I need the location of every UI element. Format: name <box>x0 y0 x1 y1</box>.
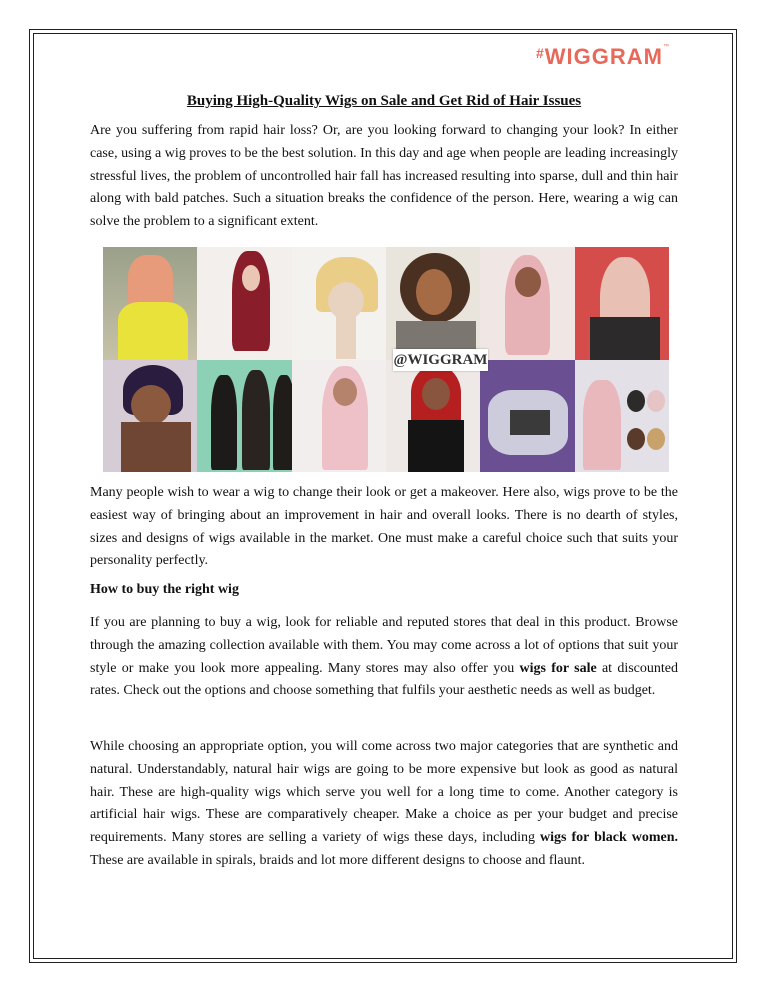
collage-cell-9 <box>292 360 386 473</box>
collage-cell-12 <box>575 360 669 473</box>
wig-collage-image <box>103 247 669 472</box>
collage-watermark: @WIGGRAM <box>393 349 488 371</box>
collage-cell-10 <box>386 360 480 473</box>
wiggram-logo: #WIGGRAM™ <box>536 44 670 69</box>
collage-cell-8 <box>197 360 291 473</box>
collage-cell-6 <box>575 247 669 360</box>
collage-cell-5 <box>480 247 574 360</box>
collage-cell-11 <box>480 360 574 473</box>
wigs-for-black-women-emphasis: wigs for black women. <box>540 830 678 846</box>
collage-cell-7 <box>103 360 197 473</box>
makeover-paragraph: Many people wish to wear a wig to change their look or get a makeover. Here also, wigs prove to be the easiest way of bringing about an improvement in hair and overall looks. There is no dearth of styles, sizes and designs of wigs available in the market. One must make a careful choice such that suits your personality perfectly. <box>90 485 678 569</box>
buying-paragraph: If you are planning to buy a wig, look for reliable and reputed stores that deal in this product. Browse through the amazing collection available with them. You may come across a lot of options that suit your style or make you look more appealing. Many stores may also offer you wigs for sale at discounted rates. Check out the options and choose something that fulfils your aesthetic needs as well as budget. <box>90 615 678 699</box>
collage-cell-1 <box>103 247 197 360</box>
intro-paragraph: Are you suffering from rapid hair loss? Or, are you looking forward to changing your look? In either case, using a wig proves to be the best solution. In this day and age when people are leading increasingly stressful lives, the problem of uncontrolled hair fall has increased resulting into sparse, dull and thin hair along with bald patches. Such a situation breaks the confidence of the person. Here, wearing a wig can solve the problem to a significant extent. <box>90 123 678 230</box>
page-title: Buying High-Quality Wigs on Sale and Get Rid of Hair Issues <box>186 93 582 109</box>
collage-cell-3 <box>292 247 386 360</box>
wigs-for-sale-emphasis: wigs for sale <box>519 660 597 676</box>
collage-cell-4 <box>386 247 480 360</box>
categories-paragraph: While choosing an appropriate option, you will come across two major categories that are synthetic and natural. Understandably, natural hair wigs are going to be more expensive but look as good as natural hair. These are high-quality wigs which serve you well for a long time to come. Another category is artificial hair wigs. These are comparatively cheaper. Make a choice as per your budget and precise requirements. Many stores are selling a variety of wigs these days, including wigs for black women. These are available in spirals, braids and lot more different designs to choose and flaunt. <box>90 739 678 868</box>
section-heading-how-to-buy: How to buy the right wig <box>90 582 239 597</box>
collage-cell-2 <box>197 247 291 360</box>
